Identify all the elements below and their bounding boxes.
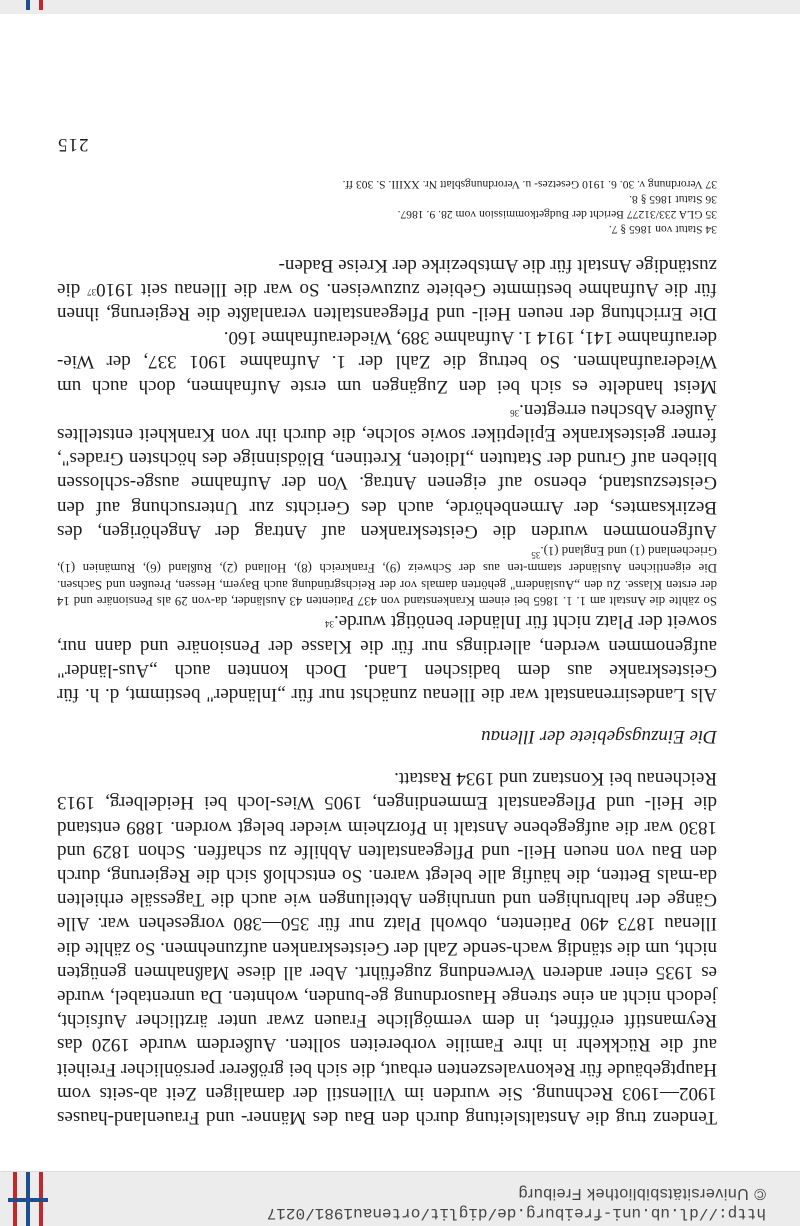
paragraph-5: Die Errichtung der neuen Heil- und Pflegeanstalten veranlaßte die Regierung, ihnen für die Aufnahme bestimmte Gebiete zuzuweisen. So war die Illenau seit 1910$^{37}$ die zuständige Anstalt für die Amtsbezirke der Kreise Baden-	[57, 254, 717, 324]
footnote-ref-36[interactable]: 36	[510, 407, 520, 418]
footnote-ref-37[interactable]: 37	[87, 286, 97, 297]
copyright-notice: © Universitätsbibliothek Freiburg	[518, 1185, 766, 1202]
footnote: 34 Statut von 1865 § 7.	[608, 223, 717, 237]
paragraph-3: Aufgenommen wurden die Geisteskranken auf Antrag der Angehörigen, des Bezirksamtes, der Armenbehörde, auch des Gerichts zur Untersuchung auf den Geisteszustand, ebenso auf eigenen Antrag. Von der Aufnahme ausge-schlossen blieben auf Grund der Statuten „Idioten, Kretinen, Blödsinnige des höchsten Grades", ferner geisteskranke Epileptiker sowie solche, die durch ihr von Krankheit entstelltes Äußere Abscheu erregten.$^{36}$	[57, 399, 717, 542]
footnote-ref-35[interactable]: 35	[531, 550, 541, 561]
viewer-footer-bar	[0, 0, 800, 14]
library-logo-icon	[8, 0, 48, 10]
section-heading: Die Einzugsgebiete der Illenau	[481, 725, 717, 747]
paragraph-2: Als Landesirrenanstalt war die Illenau zunächst nur für „Inländer" bestimmt, d. h. für Geisteskranke aus dem badischen Land. Doch konnten auch „Aus-länder" aufgenommen werden, allerdings nur für die Klasse der Pensionäre und dann nur, soweit der Platz nicht für Inländer benötigt wurde.$^{34}$	[57, 611, 717, 705]
paragraph-1: Tendenz trug die Anstaltsleitung durch den Bau des Männer- und Frauenland-hauses 1902—1903 Rechnung. Sie wurden im Villenstil der damaligen Zeit ab-seits vom Hauptgebäude für Rekonvaleszenten erbaut, die sich bei größerer persönlicher Freiheit auf die Rückkehr in ihre Familie vorbereiten sollten. Außerdem wurde 1920 das Reymanstift eröffnet, in dem vermögliche Frauen zwar unter ärztlicher Aufsicht, jedoch nicht an eine strenge Hausordnung ge-bunden, wohnten. Da unrentabel, wurde es 1935 einer anderen Verwendung zugeführt. Aber all diese Maßnahmen genügten nicht, um die ständig wach-sende Zahl der Geisteskranken aufzunehmen. So zählte die Illenau 1873 490 Patienten, obwohl Platz nur für 350—380 vorgesehen war. Alle Gänge der halbruhigen und unruhigen Abteilungen wie auch die Tagessäle erhielten da-mals Betten, die häufig alle belegt waren. So entschloß sich die Regierung, durch den Bau von neuen Heil- und Pflegeanstalten Abhilfe zu schaffen. Schon 1829 und 1830 war die aufgegebene Anstalt in Pforzheim wieder belegt worden. 1889 entstand die Heil- und Pflegeanstalt Emmendingen, 1905 Wies-loch bei Heidelberg, 1913 Reichenau bei Konstanz und 1934 Rastatt.	[57, 768, 717, 1128]
footnote: 36 Statut 1865 § 8.	[629, 193, 717, 207]
source-url[interactable]: http://dl.ub.uni-freiburg.de/diglit/ortenau1981/0217	[266, 1204, 766, 1222]
page-number: 215	[57, 134, 89, 156]
footnote: 35 GLA 233/31277 Bericht der Budgetkommission vom 28. 9. 1867.	[397, 208, 717, 222]
small-print-paragraph: So zählte die Anstalt am 1. 1. 1865 bei einem Krankenstand von 437 Patienten 43 Ausländer, da-von 29 als Pensionäre und 14 der ersten Klasse. Zu den „Ausländern" gehörten damals vor der Reichsgründung auch Bayern, Hessen, Preußen und Sachsen. Die eigentlichen Ausländer stamm-ten aus der Schweiz (9), Frankreich (8), Holland (2), Rußland (6), Rumänien (1), Griechenland (1) und England (1).$^{35}$	[57, 544, 717, 609]
paragraph-4: Meist handelte es sich bei den Zugängen um erste Aufnahmen, doch auch um Wiederaufnahmen. So betrug die Zahl der 1. Aufnahme 1901 337, der Wie-deraufnahme 141, 1914 1. Aufnahme 389, Wiederaufnahme 160.	[57, 327, 717, 397]
footnote: 37 Verordnung v. 30. 6. 1910 Gesetzes- u. Verordnungsblatt Nr. XXIII. S. 303 ff.	[342, 178, 717, 192]
page-content	[57, 111, 717, 1129]
viewer-header-bar	[0, 1171, 800, 1226]
library-logo-icon	[8, 1172, 48, 1226]
footnote-ref-34[interactable]: 34	[324, 619, 334, 630]
